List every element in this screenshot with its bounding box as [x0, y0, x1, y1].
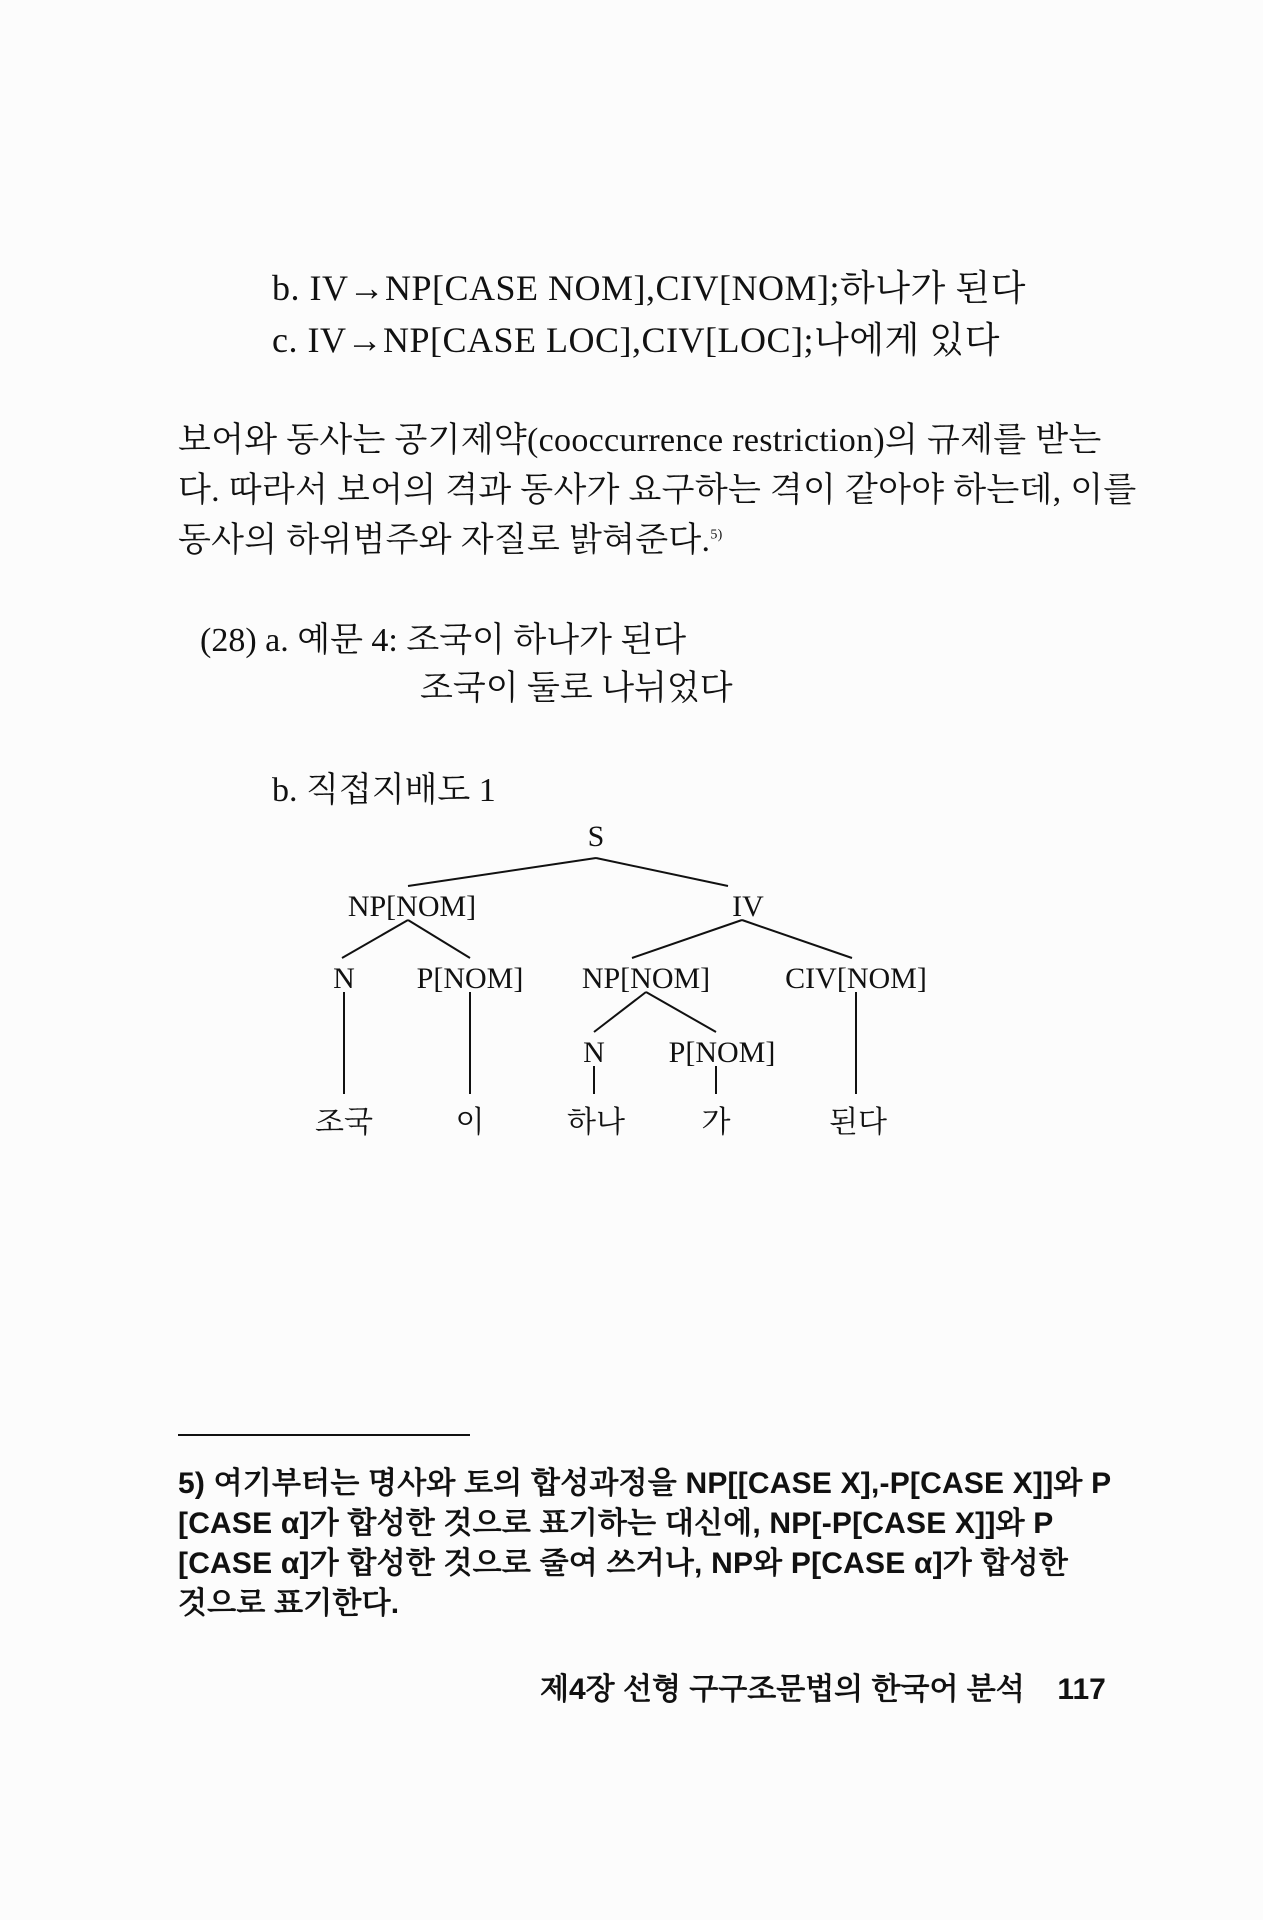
example-28b: b. 직접지배도 1 — [272, 772, 496, 809]
edge-s-iv — [596, 858, 728, 886]
edge-np2-n — [594, 992, 646, 1032]
node-np-nom2: NP[NOM] — [581, 962, 711, 995]
node-s: S — [587, 820, 605, 853]
node-n2: N — [583, 1036, 605, 1069]
paragraph-line-2: 다. 따라서 보어의 격과 동사가 요구하는 격이 같아야 하는데, 이를 — [178, 472, 1137, 509]
edge-s-np — [408, 858, 596, 886]
edge-np-p — [408, 920, 470, 958]
edge-iv-civ — [742, 920, 852, 958]
page-number: 117 — [1057, 1673, 1106, 1706]
edge-np2-p — [646, 992, 716, 1032]
word-hana: 하나 — [567, 1106, 625, 1139]
word-joguk: 조국 — [315, 1106, 373, 1139]
word-i: 이 — [455, 1106, 485, 1139]
footnote-reference: 5) — [710, 527, 723, 543]
footnote-line-1: 5) 여기부터는 명사와 토의 합성과정을 NP[[CASE X],-P[CASE X]]와 P — [178, 1467, 1112, 1500]
word-ga: 가 — [701, 1106, 731, 1139]
rule-c: c. IV→NP[CASE LOC],CIV[LOC];나에게 있다 — [272, 320, 1000, 360]
word-doenda: 된다 — [829, 1106, 887, 1139]
running-footer — [540, 1664, 1106, 1708]
footnote-line-4: 것으로 표기한다. — [178, 1587, 400, 1620]
paragraph-line-1: 보어와 동사는 공기제약(cooccurrence restriction)의 규제를 받는 — [178, 422, 1102, 459]
edge-iv-np2 — [632, 920, 742, 958]
node-civ-nom: CIV[NOM] — [785, 962, 927, 995]
footnote-line-2: [CASE α]가 합성한 것으로 표기하는 대신에, NP[-P[CASE X]]와 P — [178, 1507, 1054, 1540]
node-p-nom1: P[NOM] — [416, 962, 524, 995]
footnote-line-3: [CASE α]가 합성한 것으로 줄여 쓰거나, NP와 P[CASE α]가 합성한 — [178, 1547, 1069, 1580]
paragraph-line-3-text: 동사의 하위범주와 자질로 밝혀준다. — [178, 522, 711, 559]
footnote-separator — [178, 1434, 470, 1436]
edge-np-n — [342, 920, 408, 958]
node-n1: N — [333, 962, 355, 995]
example-28a: (28) a. 예문 4: 조국이 하나가 된다 — [200, 622, 687, 659]
node-iv: IV — [732, 890, 764, 923]
rule-b: b. IV→NP[CASE NOM],CIV[NOM];하나가 된다 — [272, 268, 1026, 308]
node-np-nom: NP[NOM] — [347, 890, 477, 923]
example-28a-line2: 조국이 둘로 나뉘었다 — [420, 670, 733, 707]
chapter-title: 제4장 선형 구구조문법의 한국어 분석 — [540, 1673, 1025, 1706]
node-p-nom2: P[NOM] — [668, 1036, 776, 1069]
